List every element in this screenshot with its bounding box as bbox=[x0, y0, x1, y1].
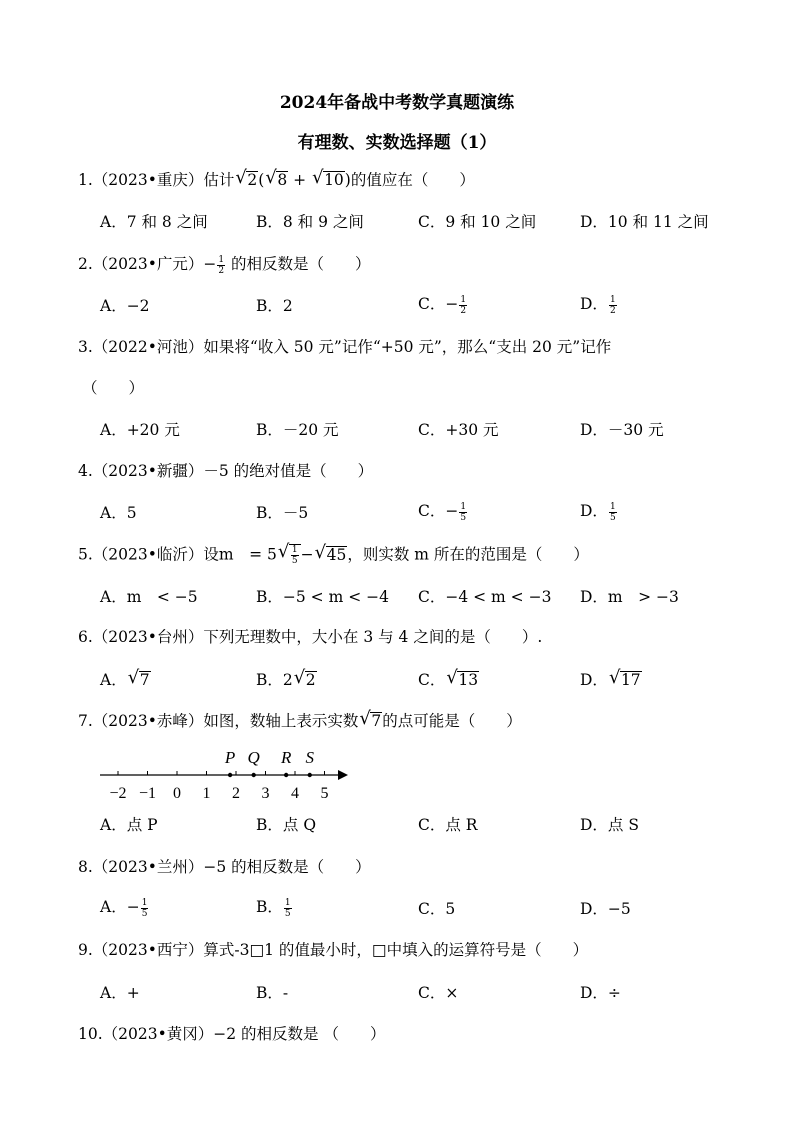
option-b[interactable]: B．－20 元 bbox=[256, 421, 339, 439]
question-1 bbox=[78, 167, 475, 190]
question-number: 2. bbox=[78, 255, 93, 273]
question-number: 9. bbox=[78, 941, 93, 959]
tick-label: 5 bbox=[320, 785, 329, 802]
question-number: 5. bbox=[78, 545, 93, 564]
option-d[interactable]: D．点 S bbox=[580, 816, 639, 834]
option-b[interactable]: B． $\frac{1}{5}$ bbox=[256, 897, 291, 919]
page-title: 2024年备战中考数学真题演练 bbox=[279, 93, 515, 113]
question-source: （2023•临沂） bbox=[92, 545, 204, 564]
tick-label: −1 bbox=[138, 785, 157, 802]
sqrt-expression: √ 45 bbox=[314, 541, 347, 564]
question-text: + bbox=[288, 171, 312, 189]
question-source: （2023•西宁） bbox=[92, 941, 204, 959]
question-number: 10. bbox=[78, 1025, 103, 1043]
point-s bbox=[308, 773, 312, 777]
sqrt-expression: √ 7 bbox=[359, 708, 382, 730]
question-source: （2023•重庆） bbox=[92, 171, 204, 189]
point-r bbox=[284, 773, 288, 777]
fraction: $\frac{1}{2}$ bbox=[218, 254, 225, 276]
point-q bbox=[252, 773, 256, 777]
question-source: （2023•台州） bbox=[92, 628, 204, 646]
option-d[interactable]: D．m > −3 bbox=[580, 588, 679, 606]
option-a[interactable]: A．点 P bbox=[100, 816, 158, 834]
point-label: Q bbox=[247, 748, 260, 767]
option-c[interactable]: C．−4 < m < −3 bbox=[418, 588, 552, 606]
question-text: ，则实数 m 所在的范围是（ ） bbox=[347, 545, 589, 564]
question-text: －5 的绝对值是（ ） bbox=[203, 462, 374, 480]
option-a[interactable]: A．7 和 8 之间 bbox=[100, 213, 208, 231]
option-b[interactable]: B．2 √ 2 bbox=[256, 667, 316, 689]
question-source: （2023•兰州） bbox=[92, 858, 204, 876]
question-text: 如果将“收入 50 元”记作“+50 元”，那么“支出 20 元”记作 bbox=[203, 338, 612, 356]
question-source: （2022•河池） bbox=[92, 338, 204, 356]
option-d[interactable]: D． $\frac{1}{5}$ bbox=[580, 501, 616, 523]
option-c[interactable]: C．9 和 10 之间 bbox=[418, 213, 537, 231]
point-label: R bbox=[280, 748, 292, 767]
question-text: 下列无理数中，大小在 3 与 4 之间的是（ ）. bbox=[203, 628, 543, 646]
option-b[interactable]: B．－5 bbox=[256, 504, 309, 522]
question-8 bbox=[78, 857, 371, 877]
point-p bbox=[228, 773, 232, 777]
option-d[interactable]: D． $\frac{1}{2}$ bbox=[580, 294, 616, 316]
option-c[interactable]: C．− $\frac{1}{5}$ bbox=[418, 501, 467, 523]
sqrt-expression: √ 10 bbox=[312, 167, 344, 189]
option-c[interactable]: C． √ 13 bbox=[418, 667, 479, 689]
question-source: （2023•新疆） bbox=[92, 462, 204, 480]
question-source: （2023•黄冈） bbox=[102, 1025, 214, 1043]
number-line bbox=[96, 742, 356, 804]
option-a[interactable]: A．m < −5 bbox=[100, 588, 198, 606]
question-2 bbox=[78, 254, 371, 276]
question-4 bbox=[78, 461, 373, 481]
option-d[interactable]: D．10 和 11 之间 bbox=[580, 213, 709, 231]
question-number: 7. bbox=[78, 712, 93, 730]
question-text: 的相反数是（ ） bbox=[226, 255, 371, 273]
point-label: S bbox=[305, 748, 314, 767]
option-c[interactable]: C．− $\frac{1}{2}$ bbox=[418, 294, 467, 316]
question-number: 4. bbox=[78, 462, 93, 480]
option-c[interactable]: C．+30 元 bbox=[418, 421, 499, 439]
question-text: −5 的相反数是（ ） bbox=[203, 858, 371, 876]
option-b[interactable]: B．−5 < m < −4 bbox=[256, 588, 389, 606]
question-text: )的值应在（ ） bbox=[344, 171, 475, 189]
sqrt-fraction: √ $\frac{1}{5}$ bbox=[278, 544, 301, 566]
question-text: 如图，数轴上表示实数 bbox=[203, 712, 359, 730]
question-5 bbox=[78, 541, 589, 566]
option-b[interactable]: B．8 和 9 之间 bbox=[256, 213, 364, 231]
question-text: 的点可能是（ ） bbox=[382, 712, 522, 730]
question-3-blank: （ ） bbox=[82, 379, 145, 397]
option-a[interactable]: A． √ 7 bbox=[100, 667, 150, 689]
option-b[interactable]: B．点 Q bbox=[256, 816, 317, 834]
minus-sign: − bbox=[203, 255, 217, 273]
question-text: 设m = 5 bbox=[203, 545, 277, 564]
question-text: 的相反数是 （ ） bbox=[236, 1025, 386, 1043]
point-label: P bbox=[224, 748, 236, 767]
tick-label: 4 bbox=[291, 785, 299, 802]
question-number: 8. bbox=[78, 858, 93, 876]
option-d[interactable]: D．−5 bbox=[580, 900, 631, 918]
option-d[interactable]: D． √ 17 bbox=[580, 667, 641, 689]
option-c[interactable]: C．5 bbox=[418, 900, 456, 918]
question-source: （2023•广元） bbox=[92, 255, 204, 273]
question-source: （2023•赤峰） bbox=[92, 712, 204, 730]
question-7 bbox=[78, 708, 522, 731]
question-text: 估计 bbox=[203, 171, 235, 189]
option-a[interactable]: A．5 bbox=[100, 504, 137, 522]
number-line-arrow bbox=[338, 770, 348, 780]
question-text: ( bbox=[258, 171, 265, 189]
option-a[interactable]: A．+ bbox=[100, 984, 140, 1002]
sqrt-expression: √ 8 bbox=[265, 167, 288, 189]
tick-label: 1 bbox=[202, 785, 211, 802]
option-c[interactable]: C．点 R bbox=[418, 816, 478, 834]
question-number: 6. bbox=[78, 628, 93, 646]
question-6 bbox=[78, 627, 542, 647]
option-a[interactable]: A．−2 bbox=[100, 297, 150, 315]
question-3 bbox=[78, 337, 611, 357]
question-number: 3. bbox=[78, 338, 93, 356]
tick-label: −2 bbox=[109, 785, 127, 802]
option-a[interactable]: A．− $\frac{1}{5}$ bbox=[100, 897, 148, 919]
option-c[interactable]: C．× bbox=[418, 984, 459, 1002]
option-b[interactable]: B．2 bbox=[256, 297, 293, 315]
tick-label: 0 bbox=[173, 785, 181, 802]
option-a[interactable]: A．+20 元 bbox=[100, 421, 180, 439]
minus-sign: − bbox=[300, 545, 314, 564]
option-d[interactable]: D．÷ bbox=[580, 984, 621, 1002]
tick-label: 2 bbox=[232, 785, 240, 802]
question-10 bbox=[78, 1024, 385, 1044]
question-9 bbox=[78, 940, 588, 960]
page-subtitle: 有理数、实数选择题（1） bbox=[297, 133, 497, 153]
option-b[interactable]: B．- bbox=[256, 984, 289, 1002]
tick-label: 3 bbox=[261, 785, 270, 802]
option-d[interactable]: D．－30 元 bbox=[580, 421, 664, 439]
question-text: −2 bbox=[213, 1025, 237, 1043]
question-text: 算式-3□1 的值最小时，□中填入的运算符号是（ ） bbox=[203, 941, 589, 959]
sqrt-expression: √ 2 bbox=[235, 167, 258, 189]
question-number: 1. bbox=[78, 171, 93, 189]
